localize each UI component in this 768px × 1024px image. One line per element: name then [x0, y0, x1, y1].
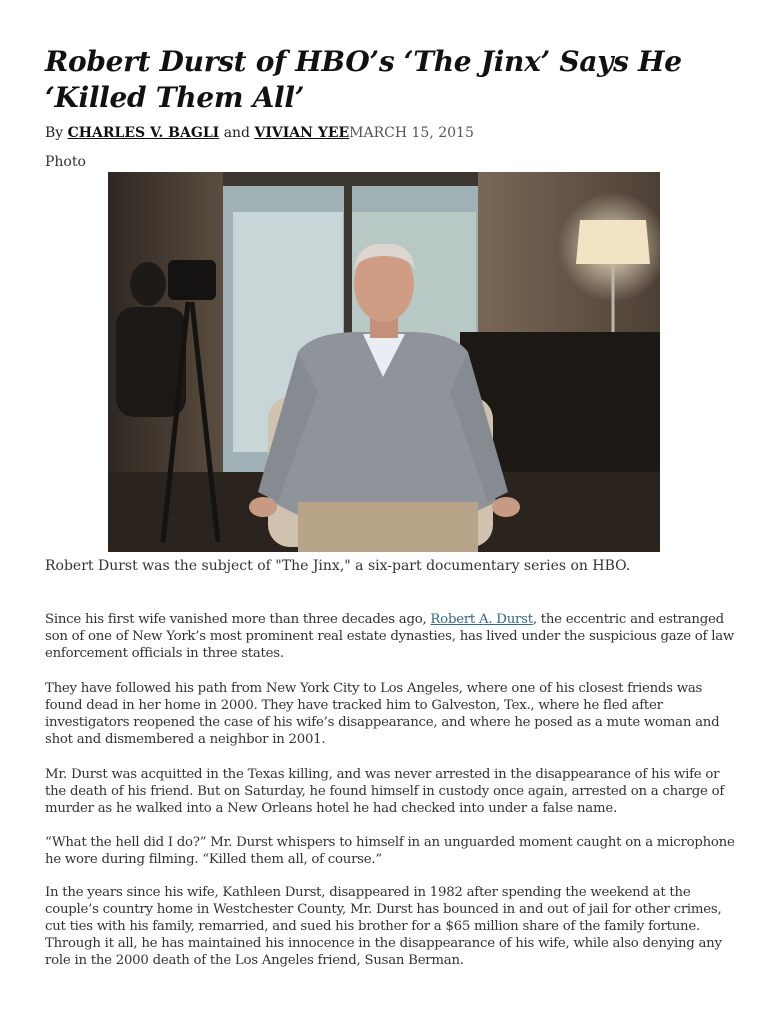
photo-caption: Robert Durst was the subject of "The Jinx," a six-part documentary series on HBO.: [45, 558, 631, 574]
author-link-bagli[interactable]: CHARLES V. BAGLI: [67, 125, 220, 141]
article-paragraph-5: In the years since his wife, Kathleen Durst, disappeared in 1982 after spending the weekend at the couple’s country home in Westchester County, Mr. Durst has bounced in and out of jail for other crimes, cut ties with his family, remarried, and sued his brother for a $65 million share of the family fortune. Through it all, he has maintained his innocence in the disappearance of his wife, while also denying any role in the 2000 death of the Los Angeles friend, Susan Berman.: [45, 885, 722, 968]
byline-and: and: [223, 125, 251, 141]
article-paragraph-1: [45, 611, 735, 662]
paragraph-1-text-after: , the eccentric and estranged son of one of New York’s most prominent real estate dynasties, has lived under the suspicious gaze of law enforcement officials in three states.: [45, 612, 735, 661]
paragraph-1-text-before: Since his first wife vanished more than three decades ago,: [45, 612, 431, 627]
headline: Robert Durst of HBO’s ‘The Jinx’ Says He ‘Killed Them All’: [45, 45, 682, 114]
byline-by: By: [45, 125, 64, 141]
byline: [45, 125, 474, 141]
article-photo-illustration: [108, 172, 660, 552]
article-paragraph-4: “What the hell did I do?” Mr. Durst whispers to himself in an unguarded moment caught on a microphone he wore during filming. “Killed them all, of course.”: [45, 835, 735, 867]
robert-durst-link[interactable]: Robert A. Durst: [430, 612, 533, 627]
photo-label: Photo: [45, 154, 86, 170]
article-photo: [108, 172, 660, 552]
article-paragraph-3: Mr. Durst was acquitted in the Texas killing, and was never arrested in the disappearance of his wife or the death of his friend. But on Saturday, he found himself in custody once again, arrested on a charge of murder as he walked into a New Orleans hotel he had checked into under a false name.: [45, 767, 725, 816]
author-link-yee[interactable]: VIVIAN YEE: [254, 125, 350, 141]
article-paragraph-2: They have followed his path from New York City to Los Angeles, where one of his closest friends was found dead in her home in 2000. They have tracked him to Galveston, Tex., where he fled after investigators reopened the case of his wife’s disappearance, and where he posed as a mute woman and shot and dismembered a neighbor in 2001.: [45, 681, 720, 747]
publish-date: MARCH 15, 2015: [349, 125, 474, 141]
